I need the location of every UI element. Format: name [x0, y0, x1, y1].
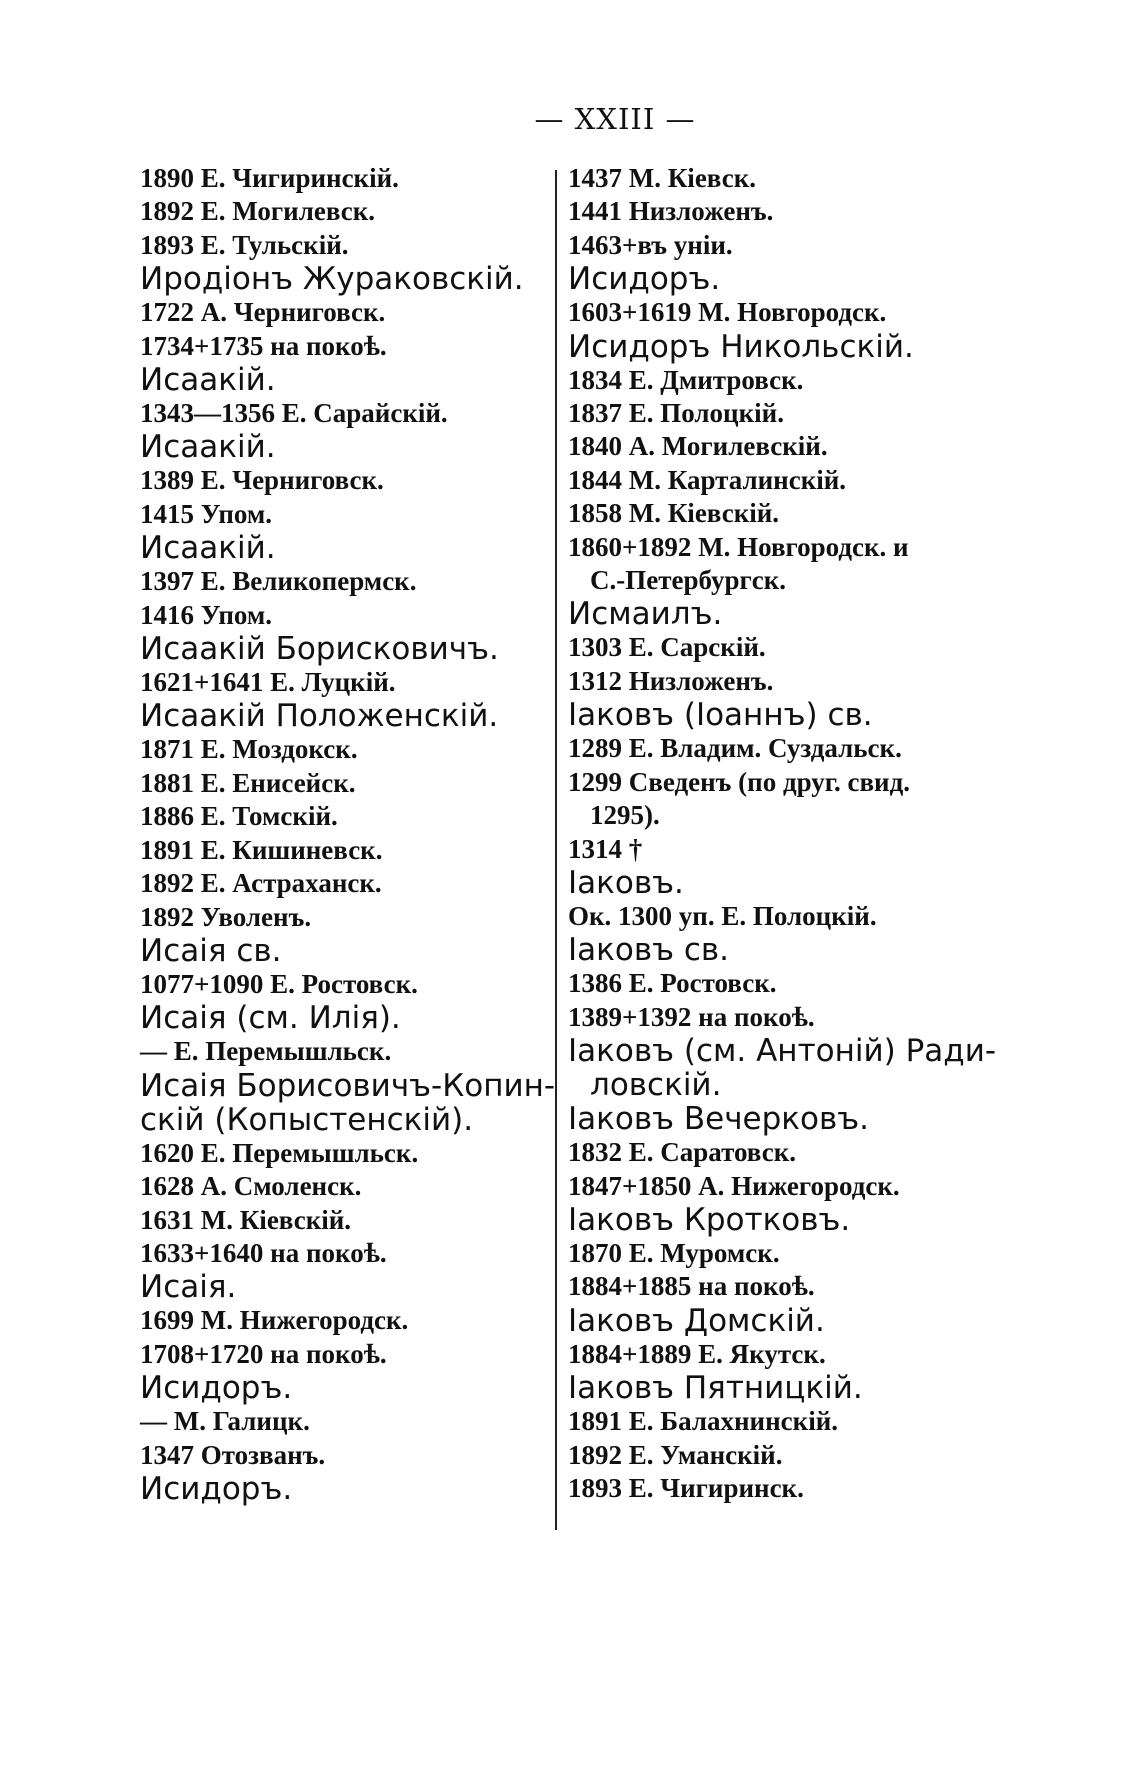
entry-record: 1891 Е. Кишиневск. — [140, 834, 383, 865]
entry-name: Исаакій. — [140, 362, 276, 399]
entry-record: 1303 Е. Сарскій. — [568, 632, 766, 663]
entry-record: 1881 Е. Енисейск. — [140, 767, 356, 798]
entry-record: 1347 Отозванъ. — [140, 1439, 326, 1470]
entry-record: 1415 Упом. — [140, 498, 273, 529]
entry-name: Исаакій. — [140, 429, 276, 466]
column-divider — [555, 170, 557, 1530]
entry-name: Іаковъ. — [568, 864, 684, 901]
entry-name: Исаія Борисовичъ-Копин- — [140, 1067, 556, 1104]
entry-name: Іаковъ св. — [568, 932, 730, 969]
entry-name: Исаія. — [140, 1269, 237, 1306]
entry-record: 1884+1885 на покоѣ. — [568, 1271, 815, 1302]
entry-name: Исидоръ. — [140, 1470, 293, 1507]
entry-name: Іаковъ Кротковъ. — [568, 1201, 851, 1238]
entry-record: 1722 А. Черниговск. — [140, 297, 386, 328]
entry-record: 1734+1735 на покоѣ. — [140, 330, 387, 361]
entry-name: Исаія (см. Илія). — [140, 1000, 401, 1037]
entry-name: Іаковъ Вечерковъ. — [568, 1101, 869, 1138]
entry-record: 1633+1640 на покоѣ. — [140, 1237, 387, 1268]
entry-record: 1620 Е. Перемышльск. — [140, 1137, 419, 1168]
entry-record: 1891 Е. Балахнинскій. — [568, 1406, 839, 1437]
entry-record: 1441 Низложенъ. — [568, 196, 774, 227]
entry-record: 1884+1889 Е. Якутск. — [568, 1338, 826, 1369]
left-column — [140, 162, 590, 1506]
entry-record: 1890 Е. Чигиринскій. — [140, 163, 399, 193]
entry-record: 1871 Е. Моздокск. — [140, 734, 358, 765]
entry-record: 1844 М. Карталинскій. — [568, 464, 847, 495]
entry-record: 1834 Е. Дмитровск. — [568, 364, 804, 395]
entry-record: 1708+1720 на покоѣ. — [140, 1338, 387, 1369]
entry-name: Исидоръ. — [140, 1370, 293, 1407]
entry-record: 1892 Е. Астраханск. — [140, 868, 382, 899]
entry-name: Іаковъ Домскій. — [568, 1302, 825, 1339]
entry-record: 1437 М. Кіевск. — [568, 163, 756, 193]
entry-name: Исидоръ Никольскій. — [568, 328, 914, 365]
entry-record: 1416 Упом. — [140, 599, 273, 630]
page-number: — XXIII — — [534, 102, 696, 136]
right-column — [568, 162, 1018, 1505]
entry-record: — М. Галицк. — [140, 1406, 310, 1437]
entry-record: 1892 Е. Уманскій. — [568, 1439, 783, 1470]
entry-record: 1295). — [590, 800, 660, 831]
entry-record: 1463+въ уніи. — [568, 229, 733, 260]
entry-record: 1289 Е. Владим. Суздальск. — [568, 733, 902, 764]
entry-record: 1397 Е. Великопермск. — [140, 566, 417, 597]
entry-record: 1892 Уволенъ. — [140, 901, 312, 932]
entry-record: 1860+1892 М. Новгородск. и — [568, 531, 909, 562]
entry-record: 1299 Сведенъ (по друг. свид. — [568, 766, 911, 797]
entry-name: Исаакій Борисковичъ. — [140, 631, 499, 668]
entry-record: 1840 А. Могилевскій. — [568, 431, 828, 462]
entry-record: 1837 Е. Полоцкій. — [568, 398, 784, 429]
entry-name: Иродіонъ Жураковскій. — [140, 261, 524, 298]
entry-record: Ок. 1300 уп. Е. Полоцкій. — [568, 900, 877, 931]
entry-record: — Е. Перемышльск. — [140, 1036, 392, 1067]
entry-record: 1603+1619 М. Новгородск. — [568, 297, 887, 328]
entry-record: 1870 Е. Муромск. — [568, 1237, 780, 1268]
entry-record: 1621+1641 Е. Луцкій. — [140, 667, 396, 698]
entry-name: Іаковъ (см. Антоній) Ради- — [568, 1033, 997, 1070]
entry-record: 1312 Низложенъ. — [568, 665, 774, 696]
entry-record: 1847+1850 А. Нижегородск. — [568, 1170, 900, 1201]
entry-record: 1077+1090 Е. Ростовск. — [140, 968, 418, 999]
entry-record: 1699 М. Нижегородск. — [140, 1305, 409, 1336]
entry-record: 1893 Е. Тульскій. — [140, 229, 349, 260]
entry-name: Исаакій Положенскій. — [140, 698, 499, 735]
entry-record: 1628 А. Смоленск. — [140, 1171, 362, 1202]
entry-record: С.-Петербургск. — [590, 565, 787, 596]
entry-record: 1858 М. Кіевскій. — [568, 498, 780, 529]
entry-name: Исидоръ. — [568, 261, 721, 298]
entry-record: 1343—1356 Е. Сарайскій. — [140, 398, 448, 429]
entry-record: 1389+1392 на покоѣ. — [568, 1001, 815, 1032]
entry-record: 1832 Е. Саратовск. — [568, 1137, 797, 1168]
entry-record: 1892 Е. Могилевск. — [140, 196, 376, 227]
entry-name: Іаковъ Пятницкій. — [568, 1370, 863, 1407]
entry-name: Исаія св. — [140, 932, 282, 969]
entry-record: 1886 Е. Томскій. — [140, 801, 338, 832]
entry-record: 1631 М. Кіевскій. — [140, 1204, 352, 1235]
entry-name: Исаакій. — [140, 530, 276, 567]
entry-record: 1893 Е. Чигиринск. — [568, 1472, 804, 1503]
entry-record: 1389 Е. Черниговск. — [140, 465, 384, 496]
entry-record: 1314 † — [568, 833, 643, 864]
entry-name: скій (Копыстенскій). — [140, 1101, 474, 1138]
entry-name: Исмаилъ. — [568, 596, 723, 633]
entry-record: 1386 Е. Ростовск. — [568, 968, 777, 999]
entry-name: Іаковъ (Іоаннъ) св. — [568, 697, 873, 734]
entry-name: ловскій. — [590, 1067, 722, 1104]
